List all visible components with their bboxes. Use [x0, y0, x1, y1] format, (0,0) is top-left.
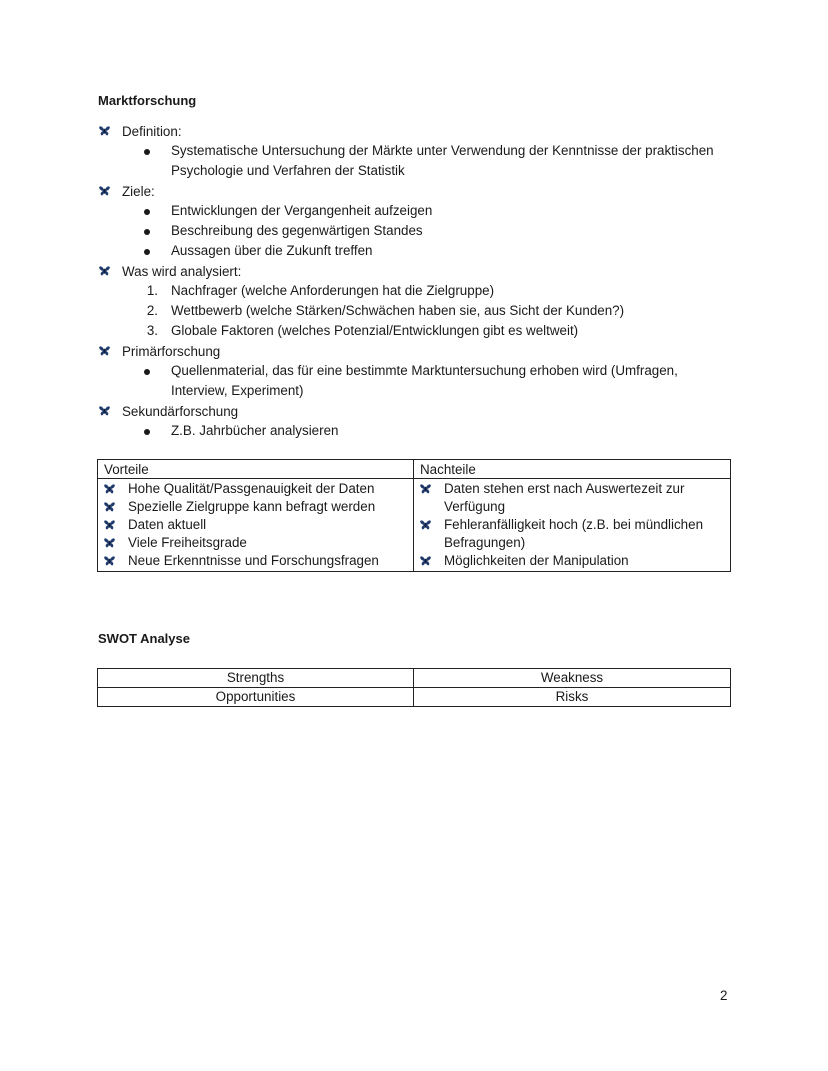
outline-topic: [98, 121, 738, 181]
butterfly-icon: [420, 556, 431, 566]
butterfly-icon: [99, 126, 110, 136]
butterfly-icon: [99, 406, 110, 416]
con-item: [420, 552, 730, 570]
pros-cell: [98, 479, 414, 572]
list-item-text: Z.B. Jahrbücher analysieren: [171, 423, 339, 438]
outline-topic: [98, 401, 738, 441]
outline-topic: [98, 181, 738, 261]
pro-item: [104, 516, 413, 534]
pro-item-text: Viele Freiheitsgrade: [128, 535, 247, 550]
page-number: 2: [720, 988, 728, 1003]
list-item: [98, 421, 738, 441]
pro-item: [104, 480, 413, 498]
pros-cons-table: [97, 459, 731, 572]
bullet-dot: [98, 241, 171, 261]
butterfly-icon: [99, 186, 110, 196]
list-number: 1.: [146, 283, 158, 298]
swot-table: [97, 668, 731, 707]
butterfly-icon: [104, 520, 115, 530]
list-item: [98, 221, 738, 241]
list-item-text: Beschreibung des gegenwärtigen Standes: [171, 223, 423, 238]
swot-weakness: Weakness: [414, 669, 731, 688]
topic-label: Ziele:: [122, 183, 155, 199]
bullet-dot: [98, 361, 171, 401]
con-item: [420, 516, 730, 552]
butterfly-icon: [104, 484, 115, 494]
pro-item-text: Spezielle Zielgruppe kann befragt werden: [128, 499, 376, 514]
list-item-text: Nachfrager (welche Anforderungen hat die Zielgruppe): [171, 283, 495, 298]
butterfly-icon: [99, 266, 110, 276]
outline-topic: [98, 341, 738, 401]
topic-label: Definition:: [122, 123, 182, 139]
list-item: [98, 281, 738, 301]
bullet-dot: [98, 201, 171, 221]
list-item: [98, 321, 738, 341]
cons-header: Nachteile: [414, 460, 731, 479]
butterfly-icon: [104, 502, 115, 512]
pro-item-text: Neue Erkenntnisse und Forschungsfragen: [128, 553, 379, 568]
list-item: [98, 141, 738, 181]
pro-item: [104, 552, 413, 570]
list-number: 2.: [146, 303, 158, 318]
section-title-swot: SWOT Analyse: [98, 631, 190, 646]
con-item-text: Fehleranfälligkeit hoch (z.B. bei mündlichen Befragungen): [444, 517, 704, 550]
swot-opportunities: Opportunities: [98, 688, 414, 707]
outline-topic: [98, 261, 738, 341]
list-item: [98, 241, 738, 261]
topic-label: Was wird analysiert:: [122, 263, 242, 279]
swot-risks: Risks: [414, 688, 731, 707]
bullet-dot: [98, 421, 171, 441]
butterfly-icon: [99, 346, 110, 356]
list-item-text: Quellenmaterial, das für eine bestimmte Marktuntersuchung erhoben wird (Umfragen, Interview, Experiment): [171, 363, 678, 398]
list-item: [98, 201, 738, 221]
list-item-text: Globale Faktoren (welches Potenzial/Entwicklungen gibt es weltweit): [171, 323, 579, 338]
con-item-text: Daten stehen erst nach Auswertezeit zur Verfügung: [444, 481, 685, 514]
bullet-dot: [98, 141, 171, 181]
butterfly-icon: [104, 556, 115, 566]
pro-item: [104, 534, 413, 552]
pro-item-text: Daten aktuell: [128, 517, 207, 532]
topic-label: Sekundärforschung: [122, 403, 239, 419]
topic-label: Primärforschung: [122, 343, 221, 359]
con-item-text: Möglichkeiten der Manipulation: [444, 553, 629, 568]
list-item: [98, 361, 738, 401]
list-item-text: Wettbewerb (welche Stärken/Schwächen haben sie, aus Sicht der Kunden?): [171, 303, 625, 318]
cons-cell: [414, 479, 731, 572]
marktforschung-outline: [98, 121, 738, 441]
bullet-dot: [98, 221, 171, 241]
pro-item-text: Hohe Qualität/Passgenauigkeit der Daten: [128, 481, 375, 496]
list-item-text: Entwicklungen der Vergangenheit aufzeigen: [171, 203, 433, 218]
section-title-marktforschung: Marktforschung: [98, 93, 197, 108]
pro-item: [104, 498, 413, 516]
swot-strengths: Strengths: [98, 669, 414, 688]
butterfly-icon: [104, 538, 115, 548]
list-item-text: Systematische Untersuchung der Märkte unter Verwendung der Kenntnisse der praktischen Psychologie und Verfahren der Statistik: [171, 143, 714, 178]
butterfly-icon: [420, 484, 431, 494]
con-item: [420, 480, 730, 516]
list-item-text: Aussagen über die Zukunft treffen: [171, 243, 373, 258]
list-item: [98, 301, 738, 321]
pros-header: Vorteile: [98, 460, 414, 479]
butterfly-icon: [420, 520, 431, 530]
list-number: 3.: [146, 323, 158, 338]
